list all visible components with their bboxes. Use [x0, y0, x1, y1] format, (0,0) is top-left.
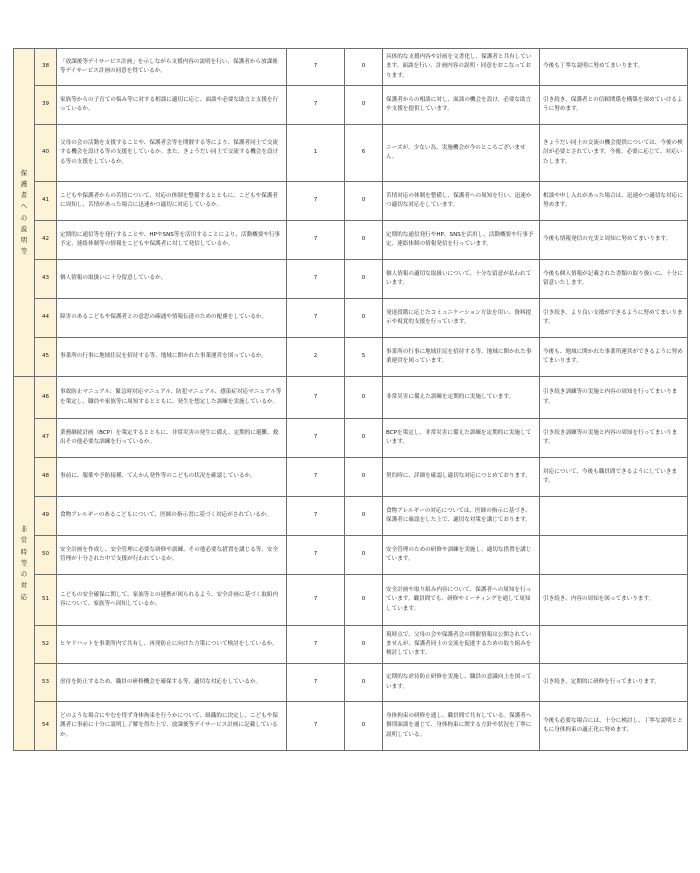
item-number: 46: [35, 377, 57, 419]
current-status: ニーズが、少ない為、実施機会が今のところございません。: [383, 125, 540, 182]
no-count: 0: [345, 182, 383, 221]
yes-count: 7: [287, 626, 345, 664]
yes-count: 7: [287, 458, 345, 497]
no-count: 0: [345, 664, 383, 702]
no-count: 0: [345, 419, 383, 458]
item-question: 個人情報の取扱いに十分留意しているか。: [57, 260, 287, 299]
table-row: [14, 182, 688, 221]
table-row: [14, 299, 688, 338]
table-row: [14, 49, 688, 86]
item-number: 51: [35, 575, 57, 626]
item-question: 障害のあるこどもや保護者との意思の疎通や情報伝達のための配慮をしているか。: [57, 299, 287, 338]
item-question: 安全計画を作成し、安全管理に必要な研修や訓練、その他必要な措置を講じる等、安全管理が十分された中で支援が行われているか。: [57, 536, 287, 575]
item-question: 定期的に通信等を発行することや、HPやSNS等を活用することにより、活動概要や行事予定、連絡体制等の情報をこどもや保護者に対して発信しているか。: [57, 221, 287, 260]
item-question: 事故防止マニュアル、緊急時対応マニュアル、防犯マニュアル、感染症対応マニュアル等を策定し、職員や家族等に周知するとともに、発生を想定した訓練を実施しているか。: [57, 377, 287, 419]
item-number: 47: [35, 419, 57, 458]
section-label: [14, 49, 35, 377]
improvement-plan: 引き続き、内容の周知を図ってまいります。: [540, 575, 688, 626]
current-status: 契約時に、詳細を確認し適切な対応につとめております。: [383, 458, 540, 497]
current-status: 具体的な支援内容や計画を文書化し、保護者と共有しています。面談を行い、計画内容の説明・同意をおこなっております。: [383, 49, 540, 86]
improvement-plan: 引き続き訓練等の実施と内容の周知を行ってまいります。: [540, 419, 688, 458]
no-count: 0: [345, 299, 383, 338]
table-row: [14, 575, 688, 626]
yes-count: 7: [287, 260, 345, 299]
item-number: 43: [35, 260, 57, 299]
item-question: こどもの安全確保に関して、家族等との連携が図られるよう、安全計画に基づく取組内容について、家族等へ周知しているか。: [57, 575, 287, 626]
item-question: ヒヤリハットを事業所内で共有し、再発防止に向けた方策について検討をしているか。: [57, 626, 287, 664]
item-number: 42: [35, 221, 57, 260]
current-status: 苦情対応の体制を整備し、保護者への周知を行い、迅速かつ適切な対応をしています。: [383, 182, 540, 221]
no-count: 0: [345, 86, 383, 125]
section-label-text: 非常時等の対応: [20, 525, 28, 601]
current-status: 事業所の行事に地域住民を招待する等、地域に開かれた事業運営を図っています。: [383, 338, 540, 377]
no-count: 0: [345, 497, 383, 536]
no-count: 0: [345, 626, 383, 664]
yes-count: 7: [287, 575, 345, 626]
improvement-plan: 今後も個人情報が記載された書類の取り扱いに、十分に留意いたします。: [540, 260, 688, 299]
current-status: 発達段階に応じたコミュニケーション方法を用い、資料提示や視覚的支援を行っています。: [383, 299, 540, 338]
table-row: [14, 626, 688, 664]
yes-count: 7: [287, 664, 345, 702]
table-row: [14, 86, 688, 125]
item-number: 41: [35, 182, 57, 221]
yes-count: 7: [287, 497, 345, 536]
no-count: 0: [345, 377, 383, 419]
improvement-plan: 引き続き、定期的に研修を行ってまいります。: [540, 664, 688, 702]
item-number: 40: [35, 125, 57, 182]
no-count: 0: [345, 49, 383, 86]
table-row: [14, 125, 688, 182]
item-question: どのような場合にやむを得ず身体拘束を行うかについて、組織的に決定し、こどもや保護者に事前に十分に説明し了解を得た上で、放課後等デイサービス計画に記載しているか。: [57, 702, 287, 751]
improvement-plan: 今後も、地域に開かれた事業所運営ができるように努めてまいります。: [540, 338, 688, 377]
current-status: 非常災害に備えた訓練を定期的に実施しています。: [383, 377, 540, 419]
item-number: 49: [35, 497, 57, 536]
table-body: [14, 49, 688, 751]
item-number: 50: [35, 536, 57, 575]
current-status: 保護者からの相談に対し、面談の機会を設け、必要な助言や支援を提供しています。: [383, 86, 540, 125]
improvement-plan: 今後も必要な場合には、十分に検討し、丁寧な説明とともに身体拘束の適正化に努めます。: [540, 702, 688, 751]
item-number: 53: [35, 664, 57, 702]
table-row: [14, 664, 688, 702]
improvement-plan: 相談や申し入れがあった場合は、迅速かつ適切な対応に努めます。: [540, 182, 688, 221]
item-number: 54: [35, 702, 57, 751]
item-question: こどもや保護者からの苦情について、対応の体制を整備するとともに、こどもや保護者に周知し、苦情があった場合に迅速かつ適切に対応しているか。: [57, 182, 287, 221]
yes-count: 7: [287, 49, 345, 86]
improvement-plan: [540, 536, 688, 575]
item-number: 39: [35, 86, 57, 125]
evaluation-table: [13, 48, 688, 751]
no-count: 0: [345, 575, 383, 626]
item-number: 38: [35, 49, 57, 86]
current-status: 身体拘束の研修を通し、職員間で共有している。保護者へ個別面談を通じて、身体拘束に関する方針や状況を丁寧に説明している。: [383, 702, 540, 751]
no-count: 0: [345, 702, 383, 751]
item-question: 食物アレルギーのあるこどもについて、医師の指示書に基づく対応がされているか。: [57, 497, 287, 536]
section-label: [14, 377, 35, 751]
item-number: 44: [35, 299, 57, 338]
table-row: [14, 338, 688, 377]
section-label-text: 保護者への説明等: [20, 168, 28, 256]
improvement-plan: 対応について、今後も職員間できるようにしていきます。: [540, 458, 688, 497]
yes-count: 7: [287, 221, 345, 260]
current-status: 安全管理のための研修や訓練を実施し、適切な措置を講じています。: [383, 536, 540, 575]
improvement-plan: 引き続き、より良い支援ができるように努めてまいります。: [540, 299, 688, 338]
item-number: 48: [35, 458, 57, 497]
yes-count: 7: [287, 702, 345, 751]
improvement-plan: 今後も情報発信の充実と周知に努めてまいります。: [540, 221, 688, 260]
current-status: 現時点で、父母の会や保護者会の開催情報は公開されていませんが、保護者同士の交流を促進するための取り組みを検討しています。: [383, 626, 540, 664]
improvement-plan: 今後も丁寧な説明に努めてまいります。: [540, 49, 688, 86]
yes-count: 7: [287, 182, 345, 221]
improvement-plan: [540, 626, 688, 664]
no-count: 0: [345, 221, 383, 260]
item-number: 52: [35, 626, 57, 664]
table-row: [14, 497, 688, 536]
improvement-plan: [540, 497, 688, 536]
item-question: 事前に、服薬や予防接種、てんかん発作等のこどもの状況を確認しているか。: [57, 458, 287, 497]
current-status: 定期的な虐待防止研修を実施し、職員の意識向上を図っています。: [383, 664, 540, 702]
no-count: 0: [345, 458, 383, 497]
yes-count: 7: [287, 299, 345, 338]
item-question: 事業所の行事に地域住民を招待する等、地域に開かれた事業運営を図っているか。: [57, 338, 287, 377]
item-number: 45: [35, 338, 57, 377]
table-row: [14, 702, 688, 751]
yes-count: 7: [287, 86, 345, 125]
item-question: 「放課後等デイサービス計画」を示しながら支援内容の説明を行い、保護者から放課後等デイサービス計画の同意を得ているか。: [57, 49, 287, 86]
current-status: 食物アレルギーの対応については、医師の指示に基づき、保護者に確認をした上で、適切な対策を講じております。: [383, 497, 540, 536]
improvement-plan: 引き続き、保護者との信頼関係を構築を深めていけるように努めます。: [540, 86, 688, 125]
improvement-plan: きょうだい同士の交流の機会提供については、今後の検討が必要とされています。今後、必要に応じて、対応いたします。: [540, 125, 688, 182]
improvement-plan: 引き続き訓練等の実施と内容の周知を行ってまいります。: [540, 377, 688, 419]
item-question: 虐待を防止するため、職員の研修機会を確保する等、適切な対応をしているか。: [57, 664, 287, 702]
table-row: [14, 221, 688, 260]
current-status: 安全計画や取り組み内容について、保護者への周知を行っています。職員間でも、研修やミーティングを通して周知しています。: [383, 575, 540, 626]
no-count: 5: [345, 338, 383, 377]
item-question: 家族等からの子育ての悩み等に対する相談に適切に応じ、面談や必要な助言と支援を行っているか。: [57, 86, 287, 125]
current-status: 定期的な通信発行やHP、SNSを活用し、活動概要や行事予定、連絡体制の情報発信を行っています。: [383, 221, 540, 260]
yes-count: 7: [287, 419, 345, 458]
table-row: [14, 458, 688, 497]
yes-count: 2: [287, 338, 345, 377]
yes-count: 7: [287, 536, 345, 575]
table-row: [14, 419, 688, 458]
item-question: 父母の会の活動を支援することや、保護者会等を開催する等により、保護者同士で交流する機会を設ける等の支援をしているか。また、きょうだい同士で交流する機会を設ける等の支援をしているか。: [57, 125, 287, 182]
current-status: BCPを策定し、非常災害に備えた訓練を定期的に実施しています。: [383, 419, 540, 458]
item-question: 業務継続計画（BCP）を策定するとともに、非常災害の発生に備え、定期的に避難、救出その他必要な訓練を行っているか。: [57, 419, 287, 458]
no-count: 0: [345, 536, 383, 575]
table-row: [14, 536, 688, 575]
no-count: 0: [345, 260, 383, 299]
current-status: 個人情報の適切な取扱いについて、十分な留意が払われています。: [383, 260, 540, 299]
table-row: [14, 377, 688, 419]
yes-count: 7: [287, 377, 345, 419]
table-row: [14, 260, 688, 299]
yes-count: 1: [287, 125, 345, 182]
no-count: 6: [345, 125, 383, 182]
